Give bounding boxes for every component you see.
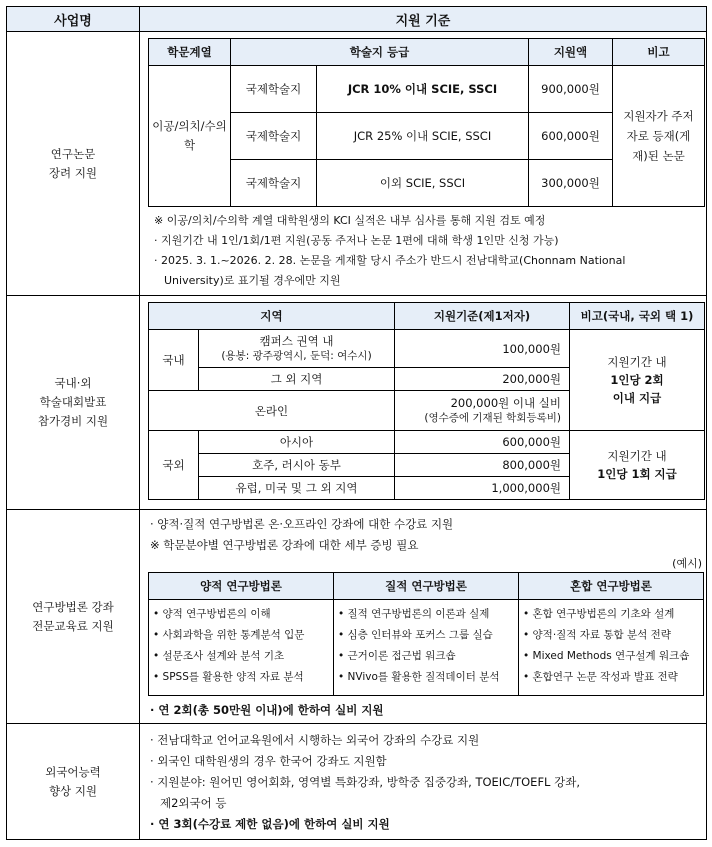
conference-section: [7, 296, 707, 510]
language-limit: · 연 3회(수강료 제한 없음)에 한하여 실비 지원: [150, 817, 390, 831]
list-item: • 심층 인터뷰와 포커스 그룹 실습: [338, 629, 493, 641]
col-grade: 학술지 등급: [231, 39, 529, 66]
foreign-amount: 1,000,000원: [395, 477, 570, 500]
domestic-remark: 지원기간 내 1인당 2회 이내 지급: [570, 330, 705, 431]
journal-amount: 300,000원: [529, 160, 613, 207]
list-item: • 설문조사 설계와 분석 기초: [153, 650, 285, 662]
col-mixed: 혼합 연구방법론: [519, 573, 704, 600]
col-region: 지역: [149, 303, 395, 330]
list-item: • 사회과학을 위한 통계분석 입문: [153, 629, 305, 641]
col-remark: 비고: [613, 39, 705, 66]
journal-grade-table: [148, 38, 705, 207]
conference-name: 국내·외 학술대회발표 참가경비 지원: [7, 296, 140, 510]
foreign-label: 국외: [149, 431, 199, 500]
journal-type: 국제학술지: [231, 113, 317, 160]
journal-type: 국제학술지: [231, 160, 317, 207]
methodology-name: 연구방법론 강좌 전문교육료 지원: [7, 510, 140, 724]
online-amount: 200,000원 이내 실비 (영수증에 기재된 학회등록비): [395, 391, 570, 431]
domestic-campus-amount: 100,000원: [395, 330, 570, 368]
list-item: • 혼합연구 논문 작성과 발표 전략: [523, 671, 678, 683]
journal-type: 국제학술지: [231, 66, 317, 113]
research-paper-notes: ※ 이공/의치/수의학 계열 대학원생의 KCI 실적은 내부 심사를 통해 지원 검토 예정 · 지원기간 내 1인/1회/1편 지원(공동 주저나 논문 1편에 대해 학생 1인만 신청 가능) · 2025. 3. 1.~2026. 2. 28. 논문을 게재할 당시 주소가 반드시 전남대학교(Chonnam National University)로 표기될 경우에만 지원: [154, 214, 626, 287]
foreign-remark: 지원기간 내 1인당 1회 지급: [570, 431, 705, 500]
col-amount: 지원액: [529, 39, 613, 66]
col-remark: 비고(국내, 국외 택 1): [570, 303, 705, 330]
journal-grade: 이외 SCIE, SSCI: [317, 160, 529, 207]
header-row: [7, 7, 707, 32]
list-item: • NVivo를 활용한 질적데이터 분석: [338, 671, 500, 683]
journal-grade: JCR 25% 이내 SCIE, SSCI: [317, 113, 529, 160]
journal-grade: JCR 10% 이내 SCIE, SSCI: [317, 66, 529, 113]
online-label: 온라인: [149, 391, 395, 431]
col-criteria: 지원기준(제1저자): [395, 303, 570, 330]
foreign-amount: 800,000원: [395, 454, 570, 477]
research-paper-section: [7, 32, 707, 296]
foreign-amount: 600,000원: [395, 431, 570, 454]
list-item: • Mixed Methods 연구설계 워크숍: [523, 650, 690, 662]
domestic-label: 국내: [149, 330, 199, 391]
foreign-region: 유럽, 미국 및 그 외 지역: [199, 477, 395, 500]
header-support-criteria: 지원 기준: [140, 7, 707, 32]
qualitative-list: [334, 600, 519, 696]
language-section: [7, 724, 707, 840]
list-item: • 양적 연구방법론의 이해: [153, 608, 271, 620]
col-quantitative: 양적 연구방법론: [149, 573, 334, 600]
list-item: • 양적·질적 자료 통합 분석 전략: [523, 629, 671, 641]
list-item: • 질적 연구방법론의 이론과 실제: [338, 608, 490, 620]
language-details: · 전남대학교 언어교육원에서 시행하는 외국어 강좌의 수강료 지원 · 외국인 대학원생의 경우 한국어 강좌도 지원함 · 지원분야: 원어민 영어회화, 영역별 특화강좌, 방학중 집중강좌, TOEIC/TOEFL 강좌, 제2외국어 등 · 연 3회(수강료 제한 없음)에 한하여 실비 지원: [144, 730, 702, 835]
domestic-other: 그 외 지역: [199, 368, 395, 391]
col-field: 학문계열: [149, 39, 231, 66]
header-business-name: 사업명: [7, 7, 140, 32]
methodology-intro: · 양적·질적 연구방법론 온·오프라인 강좌에 대한 수강료 지원 ※ 학문분야별 연구방법론 강좌에 대한 세부 증빙 필요: [150, 517, 454, 552]
example-label: (예시): [672, 557, 702, 570]
foreign-region: 아시아: [199, 431, 395, 454]
col-qualitative: 질적 연구방법론: [334, 573, 519, 600]
domestic-other-amount: 200,000원: [395, 368, 570, 391]
research-paper-name: 연구논문 장려 지원: [7, 32, 140, 296]
mixed-list: [519, 600, 704, 696]
journal-amount: 900,000원: [529, 66, 613, 113]
field-cell: 이공/의치/수의학: [149, 66, 231, 207]
methodology-limit: · 연 2회(총 50만원 이내)에 한하여 실비 지원: [150, 703, 384, 717]
conference-table: [148, 302, 705, 500]
journal-amount: 600,000원: [529, 113, 613, 160]
list-item: • 근거이론 접근법 워크숍: [338, 650, 456, 662]
remark-cell: 지원자가 주저자로 등재(게재)된 논문: [613, 66, 705, 207]
foreign-region: 호주, 러시아 동부: [199, 454, 395, 477]
quantitative-list: [149, 600, 334, 696]
methodology-examples-table: [148, 572, 704, 696]
methodology-section: [7, 510, 707, 724]
list-item: • 혼합 연구방법론의 기초와 설계: [523, 608, 675, 620]
language-name: 외국어능력 향상 지원: [7, 724, 140, 840]
domestic-campus: 캠퍼스 권역 내 (용봉: 광주광역시, 둔덕: 여수시): [199, 330, 395, 368]
list-item: • SPSS를 활용한 양적 자료 분석: [153, 671, 304, 683]
support-criteria-table: [6, 6, 707, 840]
